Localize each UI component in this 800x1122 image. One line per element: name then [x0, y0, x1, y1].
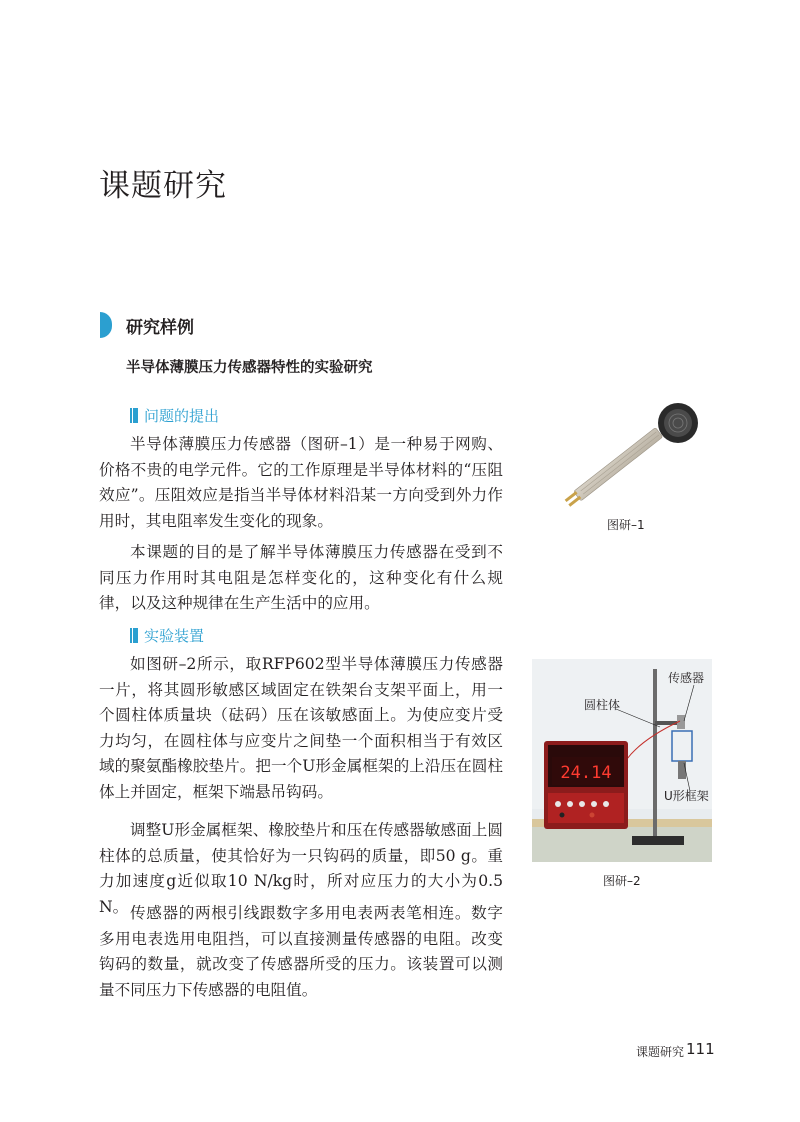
subhead-question-label: 问题的提出 — [144, 406, 220, 425]
page-number: 111 — [686, 1040, 715, 1058]
section-heading: 研究样例 — [126, 318, 194, 338]
subhead-bar-icon — [130, 628, 138, 643]
paper-title: 半导体薄膜压力传感器特性的实验研究 — [126, 360, 373, 376]
paragraph-apparatus: 如图研–2所示，取RFP602型半导体薄膜压力传感器一片，将其圆形敏感区域固定在铁架台支架平面上，用一个圆柱体质量块（砝码）压在该敏感面上。为使应变片受力均匀，在圆柱体与应变片之间垫一个面积相当于有效区域的聚氨酯橡胶垫片。把一个U形金属框架的上沿压在圆柱体上并固定，框架下端悬吊钩码。 — [99, 655, 503, 801]
figure2-caption: 图研–2 — [603, 874, 641, 888]
subhead-bar-icon — [130, 408, 138, 423]
footer-label: 课题研究 — [636, 1045, 685, 1059]
meter-reading: 24.14 — [560, 763, 612, 783]
label-cylinder: 圆柱体 — [584, 698, 621, 712]
page-title: 课题研究 — [99, 168, 227, 204]
figure1-caption: 图研–1 — [607, 518, 645, 532]
label-sensor: 传感器 — [668, 671, 705, 685]
subhead-question — [130, 405, 219, 425]
subhead-apparatus-label: 实验装置 — [144, 626, 205, 645]
section-marker — [100, 312, 112, 338]
subhead-apparatus — [130, 625, 204, 645]
label-u-frame: U形框架 — [664, 789, 709, 803]
paragraph-mass: 调整U形金属框架、橡胶垫片和压在传感器敏感面上圆柱体的总质量，使其恰好为一只钩码的质量，即50 g。重力加速度g近似取10 N/kg时，所对应压力的大小为0.5 N。 — [99, 821, 503, 916]
figure-apparatus-photo — [532, 659, 712, 862]
paragraph-purpose: 本课题的目的是了解半导体薄膜压力传感器在受到不同压力作用时其电阻是怎样变化的，这种变化有什么规律，以及这种规律在生产生活中的应用。 — [99, 543, 503, 613]
paragraph-measurement: 传感器的两根引线跟数字多用电表两表笔相连。数字多用电表选用电阻挡，可以直接测量传感器的电阻。改变钩码的数量，就改变了传感器所受的压力。该装置可以测量不同压力下传感器的电阻值。 — [99, 904, 503, 999]
figure-sensor-photo — [555, 400, 705, 510]
paragraph-intro: 半导体薄膜压力传感器（图研–1）是一种易于网购、价格不贵的电学元件。它的工作原理是半导体材料的“压阻效应”。压阻效应是指当半导体材料沿某一方向受到外力作用时，其电阻率发生变化的现象。 — [99, 435, 503, 530]
